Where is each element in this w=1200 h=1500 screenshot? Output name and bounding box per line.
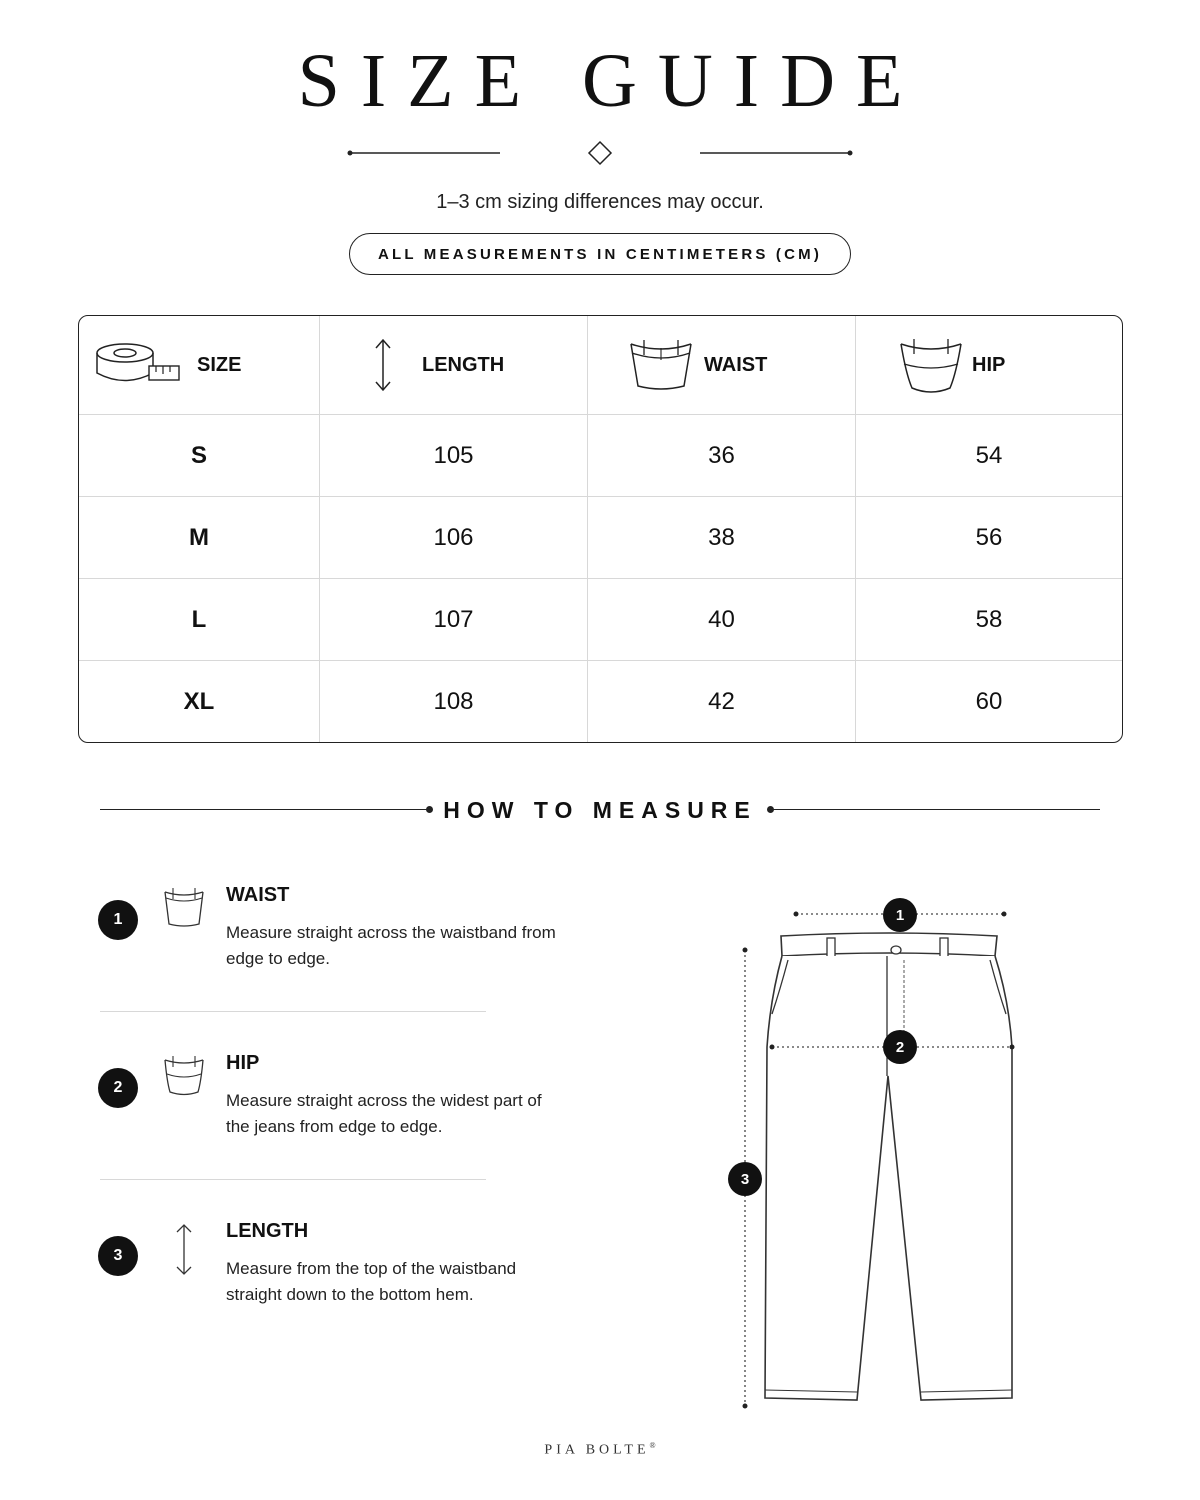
waist-cell: 38 xyxy=(587,497,855,578)
diagram-marker-length: 3 xyxy=(728,1162,762,1196)
hip-cell: 58 xyxy=(855,579,1122,660)
waistband-icon xyxy=(628,336,694,394)
header-label-hip: HIP xyxy=(972,353,1006,376)
length-cell: 107 xyxy=(319,579,587,660)
hip-cell: 54 xyxy=(855,415,1122,496)
measure-step-hip xyxy=(98,1052,558,1172)
step-number: 1 xyxy=(98,900,138,940)
waist-cell: 42 xyxy=(587,661,855,742)
header-label-size: SIZE xyxy=(197,353,242,376)
brand-logo xyxy=(0,1441,1200,1459)
header-cell-hip xyxy=(855,316,1122,414)
step-divider xyxy=(100,1011,486,1012)
pants-outline-illustration xyxy=(720,890,1050,1420)
header-label-waist: WAIST xyxy=(704,353,768,376)
measure-step-length xyxy=(98,1220,558,1340)
table-row xyxy=(79,578,1122,660)
step-name: HIP xyxy=(226,1052,260,1074)
size-cell: S xyxy=(190,441,207,469)
sizing-note: 1–3 cm sizing differences may occur. xyxy=(436,191,764,213)
hip-cell: 56 xyxy=(855,497,1122,578)
header-cell-size xyxy=(79,316,319,414)
step-name: WAIST xyxy=(226,884,290,906)
header-cell-length xyxy=(319,316,587,414)
length-cell: 108 xyxy=(319,661,587,742)
step-divider xyxy=(100,1179,486,1180)
vertical-arrow-icon xyxy=(368,337,398,393)
vertical-arrow-icon xyxy=(162,1220,206,1278)
step-name: LENGTH xyxy=(226,1220,309,1242)
units-badge: ALL MEASUREMENTS IN CENTIMETERS (CM) xyxy=(349,233,851,275)
step-number: 2 xyxy=(98,1068,138,1108)
diagram-marker-waist: 1 xyxy=(883,898,917,932)
length-cell: 105 xyxy=(319,415,587,496)
table-header-row xyxy=(79,316,1122,414)
title-ornament xyxy=(340,138,860,168)
header-cell-waist xyxy=(587,316,855,414)
trademark-symbol: ® xyxy=(649,1441,656,1450)
size-table xyxy=(78,315,1123,743)
diagram-marker-hip: 2 xyxy=(883,1030,917,1064)
waist-cell: 36 xyxy=(587,415,855,496)
step-number: 3 xyxy=(98,1236,138,1276)
table-row xyxy=(79,496,1122,578)
waistband-icon xyxy=(162,884,206,930)
hip-icon xyxy=(162,1052,206,1098)
waist-cell: 40 xyxy=(587,579,855,660)
section-title: HOW TO MEASURE xyxy=(443,797,757,823)
hip-cell: 60 xyxy=(855,661,1122,742)
length-cell: 106 xyxy=(319,497,587,578)
size-cell: M xyxy=(189,523,209,551)
pants-diagram xyxy=(720,890,1050,1420)
size-cell: L xyxy=(191,605,207,633)
brand-name: PIA BOLTE xyxy=(544,1442,650,1458)
size-cell: XL xyxy=(183,687,215,715)
heading-rule-right xyxy=(772,809,1100,810)
step-description: Measure straight across the widest part of the jeans from edge to edge. xyxy=(226,1091,542,1136)
hip-icon xyxy=(898,334,964,396)
table-row xyxy=(79,660,1122,742)
header-label-length: LENGTH xyxy=(422,353,505,376)
step-description: Measure from the top of the waistband straight down to the bottom hem. xyxy=(226,1259,517,1304)
step-description: Measure straight across the waistband from edge to edge. xyxy=(226,923,556,968)
table-row xyxy=(79,414,1122,496)
page-title: SIZE GUIDE xyxy=(297,39,924,123)
how-to-measure-heading xyxy=(100,795,1100,825)
measuring-tape-icon xyxy=(95,340,181,390)
measure-step-waist xyxy=(98,884,558,1004)
